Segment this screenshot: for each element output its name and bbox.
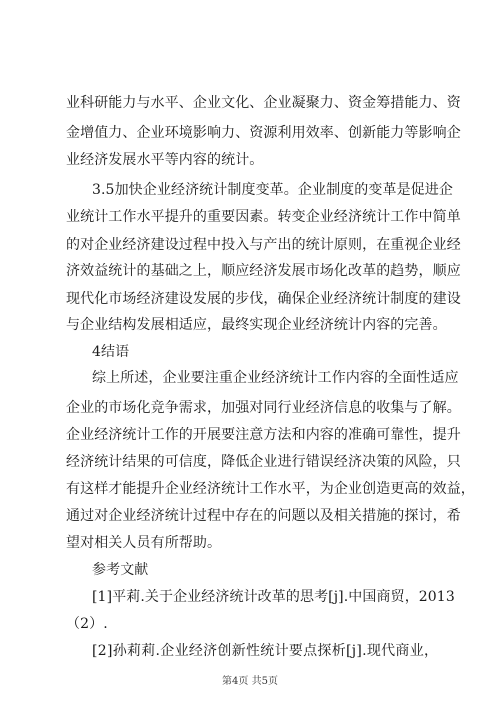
body-text-line: 业统计工作水平提升的重要因素。转变企业经济统计工作中简单 (66, 209, 461, 225)
references-heading: 参考文献 (92, 562, 149, 578)
page-footer: 第4页 共5页 (222, 676, 278, 687)
body-text-line: 经济统计结果的可信度，降低企业进行错误经济决策的风险，只 (66, 454, 461, 470)
body-text-line: 有这样才能提升企业经济统计工作水平，为企业创造更高的效益， (66, 481, 475, 497)
body-text-line: 业科研能力与水平、企业文化、企业凝聚力、资金筹措能力、资 (66, 95, 461, 111)
body-text-line: 业经济发展水平等内容的统计。 (66, 152, 264, 168)
body-text-line: 现代化市场经济建设发展的步伐，确保企业经济统计制度的建设 (66, 291, 461, 307)
body-text-line: 与企业结构发展相适应，最终实现企业经济统计内容的完善。 (66, 317, 447, 333)
body-text-line: 综上所述，企业要注重企业经济统计工作内容的全面性适应 (92, 370, 459, 386)
body-text-line: 的对企业经济建设过程中投入与产出的统计原则，在重视企业经 (66, 237, 461, 253)
body-text-line: 通过对企业经济统计过程中存在的问题以及相关措施的探讨，希 (66, 508, 461, 524)
body-text-line: 金增值力、企业环境影响力、资源利用效率、创新能力等影响企 (66, 125, 461, 141)
reference-item: [2]孙莉莉.企业经济创新性统计要点探析[j].现代商业， (92, 643, 439, 659)
reference-item-continued: （2）. (66, 616, 108, 632)
section-heading-line: 3.5加快企业经济统计制度变革。企业制度的变革是促进企 (92, 182, 453, 198)
body-text-line: 望对相关人员有所帮助。 (66, 535, 222, 551)
section-heading: 4结语 (92, 344, 130, 360)
body-text-line: 企业的市场化竞争需求，加强对同行业经济信息的收集与了解。 (66, 400, 461, 416)
reference-item: [1]平莉.关于企业经济统计改革的思考[j].中国商贸，2013 (92, 589, 455, 605)
body-text-line: 企业经济统计工作的开展要注意方法和内容的准确可靠性，提升 (66, 427, 461, 443)
body-text-line: 济效益统计的基础之上，顺应经济发展市场化改革的趋势，顺应 (66, 263, 461, 279)
